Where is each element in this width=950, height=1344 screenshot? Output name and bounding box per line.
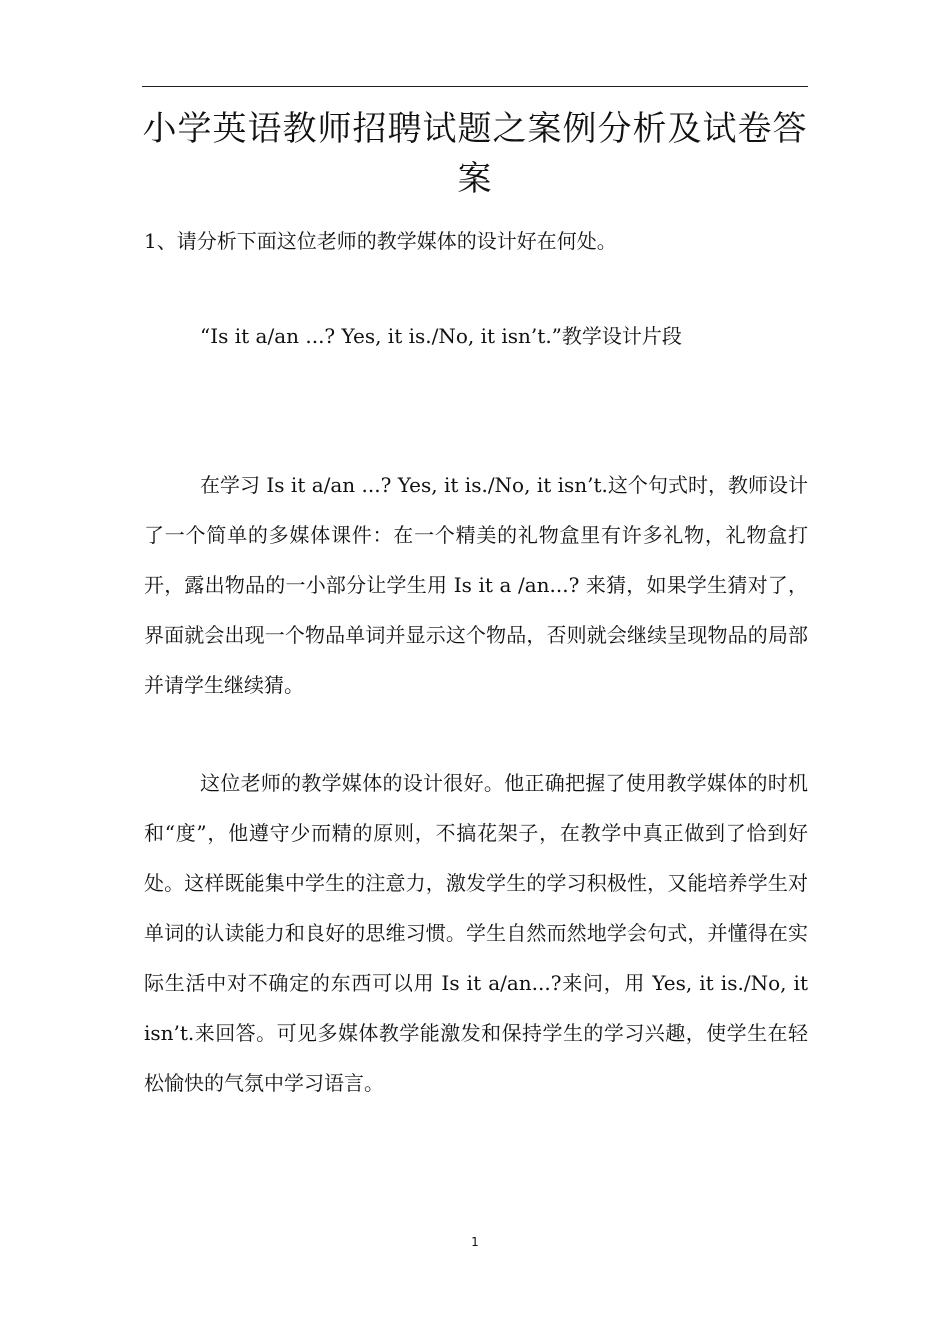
- case-description-paragraph: 在学习 Is it a/an ...? Yes, it is./No, it isn’t.这个句式时，教师设计了一个简单的多媒体课件：在一个精美的礼物盒里有许多礼物，礼物盒打开，露出物品的一小部分让学生用 Is it a /an...? 来猜，如果学生猜对了，界面就会出现一个物品单词并显示这个物品，否则就会继续呈现物品的局部并请学生继续猜。: [144, 473, 808, 697]
- excerpt-title: “Is it a/an ...? Yes, it is./No, it isn’t.”教学设计片段: [200, 324, 682, 348]
- document-title: 小学英语教师招聘试题之案例分析及试卷答案: [142, 109, 808, 199]
- analysis-paragraph: 这位老师的教学媒体的设计很好。他正确把握了使用教学媒体的时机和“度”，他遵守少而精的原则，不搞花架子，在教学中真正做到了恰到好处。这样既能集中学生的注意力，激发学生的学习积极性，又能培养学生对单词的认读能力和良好的思维习惯。学生自然而然地学会句式，并懂得在实际生活中对不确定的东西可以用 Is it a/an...?来问，用 Yes, it is./No, it isn’t.来回答。可见多媒体教学能激发和保持学生的学习兴趣，使学生在轻松愉快的气氛中学习语言。: [144, 771, 808, 1095]
- question-text: 1、请分析下面这位老师的教学媒体的设计好在何处。: [144, 229, 617, 253]
- page-number: 1: [471, 1235, 479, 1249]
- header-rule: [142, 86, 808, 87]
